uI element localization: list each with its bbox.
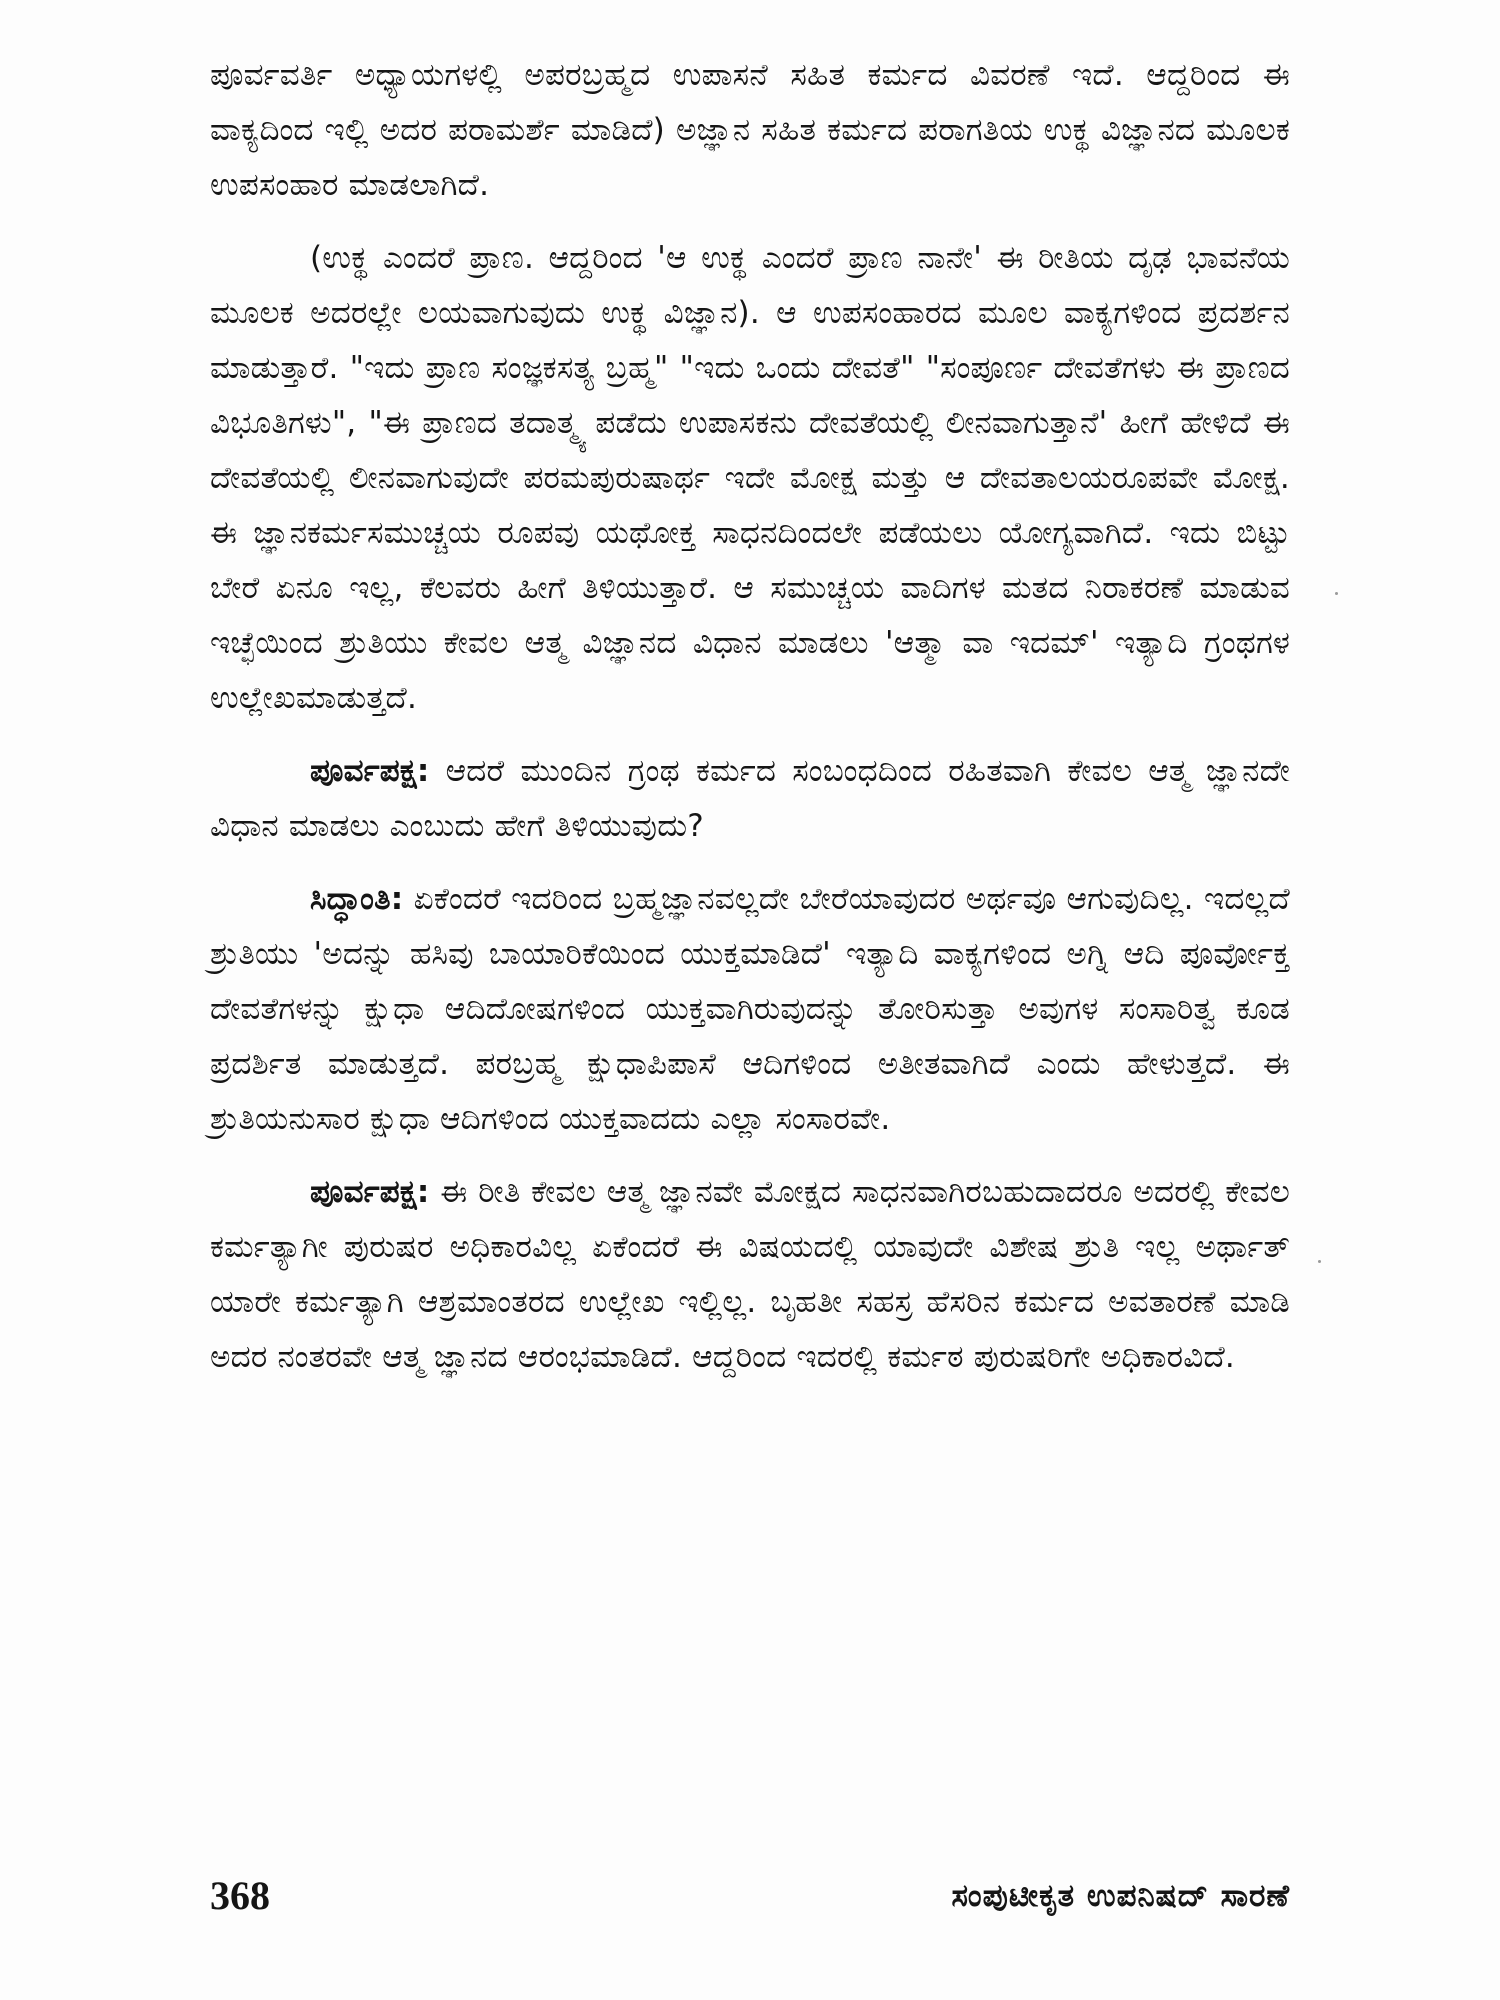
paragraph-2 — [210, 231, 1290, 726]
purvapaksha-label: ಪೂರ್ವಪಕ್ಷ: — [310, 753, 430, 789]
running-title: ಸಂಪುಟೀಕೃತ ಉಪನಿಷದ್ ಸಾರಣೆ — [951, 1878, 1290, 1914]
scan-speck — [1335, 592, 1338, 595]
paragraph-text: ಆದರೆ ಮುಂದಿನ ಗ್ರಂಥ ಕರ್ಮದ ಸಂಬಂಧದಿಂದ ರಹಿತವಾಗಿ ಕೇವಲ ಆತ್ಮ ಜ್ಞಾನದೇ ವಿಧಾನ ಮಾಡಲು ಎಂಬುದು ಹೇಗೆ ತಿಳಿಯುವುದು? — [210, 753, 1290, 844]
siddhanti-label: ಸಿದ್ಧಾಂತಿ: — [310, 881, 404, 917]
paragraph-1 — [210, 48, 1290, 213]
paragraph-text: (ಉಕ್ಥ ಎಂದರೆ ಪ್ರಾಣ. ಆದ್ದರಿಂದ 'ಆ ಉಕ್ಥ ಎಂದರೆ ಪ್ರಾಣ ನಾನೇ' ಈ ರೀತಿಯ ದೃಢ ಭಾವನೆಯ ಮೂಲಕ ಅದರಲ್ಲೇ ಲಯವಾಗುವುದು ಉಕ್ಥ ವಿಜ್ಞಾನ). ಆ ಉಪಸಂಹಾರದ ಮೂಲ ವಾಕ್ಯಗಳಿಂದ ಪ್ರದರ್ಶನ ಮಾಡುತ್ತಾರೆ. "ಇದು ಪ್ರಾಣ ಸಂಜ್ಞಕಸತ್ಯ ಬ್ರಹ್ಮ" "ಇದು ಒಂದು ದೇವತೆ" "ಸಂಪೂರ್ಣ ದೇವತೆಗಳು ಈ ಪ್ರಾಣದ ವಿಭೂತಿಗಳು", "ಈ ಪ್ರಾಣದ ತದಾತ್ಮ್ಯ ಪಡೆದು ಉಪಾಸಕನು ದೇವತೆಯಲ್ಲಿ ಲೀನವಾಗುತ್ತಾನೆ' ಹೀಗೆ ಹೇಳಿದೆ ಈ ದೇವತೆಯಲ್ಲಿ ಲೀನವಾಗುವುದೇ ಪರಮಪುರುಷಾರ್ಥ ಇದೇ ಮೋಕ್ಷ ಮತ್ತು ಆ ದೇವತಾಲಯರೂಪವೇ ಮೋಕ್ಷ. ಈ ಜ್ಞಾನಕರ್ಮಸಮುಚ್ಚಯ ರೂಪವು ಯಥೋಕ್ತ ಸಾಧನದಿಂದಲೇ ಪಡೆಯಲು ಯೋಗ್ಯವಾಗಿದೆ. ಇದು ಬಿಟ್ಟು ಬೇರೆ ಏನೂ ಇಲ್ಲ, ಕೆಲವರು ಹೀಗೆ ತಿಳಿಯುತ್ತಾರೆ. ಆ ಸಮುಚ್ಚಯ ವಾದಿಗಳ ಮತದ ನಿರಾಕರಣೆ ಮಾಡುವ ಇಚ್ಛೆಯಿಂದ ಶ್ರುತಿಯು ಕೇವಲ ಆತ್ಮ ವಿಜ್ಞಾನದ ವಿಧಾನ ಮಾಡಲು 'ಆತ್ಮಾ ವಾ ಇದಮ್' ಇತ್ಯಾದಿ ಗ್ರಂಥಗಳ ಉಲ್ಲೇಖಮಾಡುತ್ತದೆ. — [210, 240, 1290, 716]
scan-speck — [1318, 1260, 1321, 1263]
paragraph-text: ಈ ರೀತಿ ಕೇವಲ ಆತ್ಮ ಜ್ಞಾನವೇ ಮೋಕ್ಷದ ಸಾಧನವಾಗಿರಬಹುದಾದರೂ ಅದರಲ್ಲಿ ಕೇವಲ ಕರ್ಮತ್ಯಾಗೀ ಪುರುಷರ ಅಧಿಕಾರವಿಲ್ಲ ಏಕೆಂದರೆ ಈ ವಿಷಯದಲ್ಲಿ ಯಾವುದೇ ವಿಶೇಷ ಶ್ರುತಿ ಇಲ್ಲ ಅರ್ಥಾತ್ ಯಾರೇ ಕರ್ಮತ್ಯಾಗಿ ಆಶ್ರಮಾಂತರದ ಉಲ್ಲೇಖ ಇಲ್ಲಿಲ್ಲ. ಬೃಹತೀ ಸಹಸ್ರ ಹೆಸರಿನ ಕರ್ಮದ ಅವತಾರಣೆ ಮಾಡಿ ಅದರ ನಂತರವೇ ಆತ್ಮ ಜ್ಞಾನದ ಆರಂಭಮಾಡಿದೆ. ಆದ್ದರಿಂದ ಇದರಲ್ಲಿ ಕರ್ಮಠ ಪುರುಷರಿಗೇ ಅಧಿಕಾರವಿದೆ. — [210, 1174, 1290, 1375]
purvapaksha-label: ಪೂರ್ವಪಕ್ಷ: — [310, 1174, 430, 1210]
paragraph-4-siddhanti — [210, 872, 1290, 1147]
body-text — [210, 48, 1290, 1403]
page-number: 368 — [210, 1873, 270, 1918]
paragraph-3-purvapaksha — [210, 744, 1290, 854]
paragraph-5-purvapaksha — [210, 1165, 1290, 1385]
paragraph-text: ಪೂರ್ವವರ್ತಿ ಅಧ್ಯಾಯಗಳಲ್ಲಿ ಅಪರಬ್ರಹ್ಮದ ಉಪಾಸನೆ ಸಹಿತ ಕರ್ಮದ ವಿವರಣೆ ಇದೆ. ಆದ್ದರಿಂದ ಈ ವಾಕ್ಯದಿಂದ ಇಲ್ಲಿ ಅದರ ಪರಾಮರ್ಶೆ ಮಾಡಿದೆ) ಅಜ್ಞಾನ ಸಹಿತ ಕರ್ಮದ ಪರಾಗತಿಯ ಉಕ್ಥ ವಿಜ್ಞಾನದ ಮೂಲಕ ಉಪಸಂಹಾರ ಮಾಡಲಾಗಿದೆ. — [210, 57, 1290, 203]
page-footer — [210, 1860, 1290, 1920]
paragraph-text: ಏಕೆಂದರೆ ಇದರಿಂದ ಬ್ರಹ್ಮಜ್ಞಾನವಲ್ಲದೇ ಬೇರೆಯಾವುದರ ಅರ್ಥವೂ ಆಗುವುದಿಲ್ಲ. ಇದಲ್ಲದೆ ಶ್ರುತಿಯು 'ಅದನ್ನು ಹಸಿವು ಬಾಯಾರಿಕೆಯಿಂದ ಯುಕ್ತಮಾಡಿದೆ' ಇತ್ಯಾದಿ ವಾಕ್ಯಗಳಿಂದ ಅಗ್ನಿ ಆದಿ ಪೂರ್ವೋಕ್ತ ದೇವತೆಗಳನ್ನು ಕ್ಷುಧಾ ಆದಿದೋಷಗಳಿಂದ ಯುಕ್ತವಾಗಿರುವುದನ್ನು ತೋರಿಸುತ್ತಾ ಅವುಗಳ ಸಂಸಾರಿತ್ವ ಕೂಡ ಪ್ರದರ್ಶಿತ ಮಾಡುತ್ತದೆ. ಪರಬ್ರಹ್ಮ ಕ್ಷುಧಾಪಿಪಾಸೆ ಆದಿಗಳಿಂದ ಅತೀತವಾಗಿದೆ ಎಂದು ಹೇಳುತ್ತದೆ. ಈ ಶ್ರುತಿಯನುಸಾರ ಕ್ಷುಧಾ ಆದಿಗಳಿಂದ ಯುಕ್ತವಾದದು ಎಲ್ಲಾ ಸಂಸಾರವೇ. — [210, 881, 1290, 1137]
